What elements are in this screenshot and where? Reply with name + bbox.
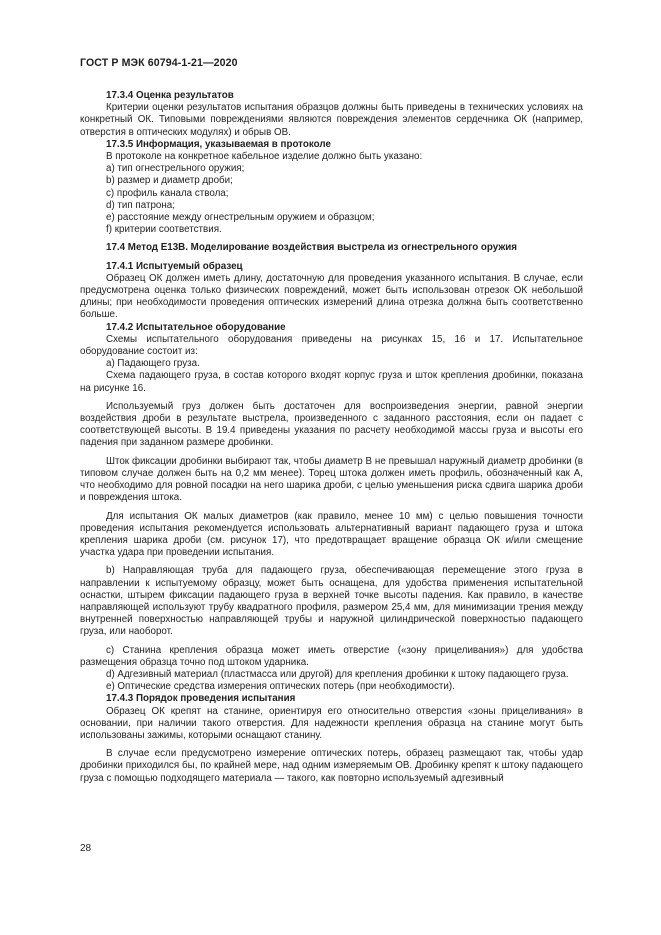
- section-heading-17-3-5: 17.3.5 Информация, указываемая в протоколе: [106, 138, 331, 150]
- page-number: 28: [80, 843, 92, 854]
- list-item: c) Станина крепления образца может иметь отверстие («зону прицеливания») для удобства размещения образца точно под штоком ударника.: [80, 644, 583, 668]
- section-heading-17-4: 17.4 Метод E13B. Моделирование воздействия выстрела из огнестрельного оружия: [106, 242, 518, 254]
- paragraph: Для испытания ОК малых диаметров (как правило, менее 10 мм) с целью повышения точности проведения испытания рекомендуется использовать альтернативный вариант падающего груза и штока крепления шарика дроби (см. рисунок 17), что предотвращает вращение образца ОК и/или смещение участка удара при проведении испытания.: [80, 510, 583, 559]
- paragraph: Схема падающего груза, в состав которого входят корпус груза и шток крепления дробинки, показана на рисунке 16.: [80, 370, 583, 394]
- paragraph: Используемый груз должен быть достаточен для воспроизведения энергии, равной энергии воздействия дроби в результате выстрела, произведенного с заданного расстояния, если он падает с соответствующей высоты. В 19.4 приведены указания по расчету необходимой массы груза и высоты его падения при заданном размере дробинки.: [80, 400, 583, 449]
- paragraph: Шток фиксации дробинки выбирают так, чтобы диаметр B не превышал наружный диаметр дробинки (в типовом случае должен быть на 0,2 мм менее). Торец штока должен иметь профиль, обозначенный как A, что необходимо для ровной посадки на него шарика дроби, с целью уменьшения риска сдвига шарика дроби и повреждения штока.: [80, 455, 583, 504]
- section-heading-17-4-1: 17.4.1 Испытуемый образец: [106, 260, 243, 272]
- document-header: ГОСТ Р МЭК 60794-1-21—2020: [80, 57, 238, 69]
- list-item: b) Направляющая труба для падающего груза, обеспечивающая перемещение этого груза в направлении к испытуемому образцу, может быть оснащена, для удобства применения испытательной оснастки, штырем фиксации падающего груза в верхней точке высоты падения. Как правило, в качестве направляющей используют трубу квадратного профиля, размером 25,4 мм, для минимизации трения между внутренней поверхностью направляющей трубы и наружной цилиндрической поверхностью падающего груза, или наоборот.: [80, 565, 583, 638]
- section-heading-17-4-2: 17.4.2 Испытательное оборудование: [106, 321, 286, 333]
- list-item: e) расстояние между огнестрельным оружием и образцом;: [106, 212, 375, 224]
- paragraph: Критерии оценки результатов испытания образцов должны быть приведены в технических условиях на конкретный ОК. Типовыми повреждениями являются повреждения элементов сердечника ОК (например, отверстия в оптических модулях) и обрыв ОВ.: [80, 102, 583, 138]
- paragraph: В случае если предусмотрено измерение оптических потерь, образец размещают так, чтобы удар дробинки приходился бы, по крайней мере, над одним измеряемым ОВ. Дробинку крепят к штоку падающего груза с помощью подходящего материала — такого, как повторно используемый адгезивный: [80, 748, 583, 784]
- section-heading-17-3-4: 17.3.4 Оценка результатов: [106, 90, 234, 101]
- list-item: d) Адгезивный материал (пластмасса или другой) для крепления дробинки к штоку падающего груза.: [106, 668, 569, 680]
- paragraph: В протоколе на конкретное кабельное изделие должно быть указано:: [106, 151, 423, 163]
- section-heading-17-4-3: 17.4.3 Порядок проведения испытания: [106, 693, 296, 705]
- list-item: a) Падающего груза.: [106, 358, 200, 370]
- document-body: [80, 90, 583, 785]
- list-item: b) размер и диаметр дроби;: [106, 175, 233, 187]
- list-item: c) профиль канала ствола;: [106, 187, 229, 199]
- paragraph: Схемы испытательного оборудования приведены на рисунках 15, 16 и 17. Испытательное оборудование состоит из:: [80, 333, 583, 358]
- list-item: a) тип огнестрельного оружия;: [106, 163, 245, 175]
- paragraph: Образец ОК должен иметь длину, достаточную для проведения указанного испытания. В случае, если предусмотрена оценка только физических повреждений, может быть использован отрезок ОК небольшой длины; при необходимости проведения оптических измерений длина отрезка должна быть соответственно больше.: [80, 272, 583, 321]
- paragraph: Образец ОК крепят на станине, ориентируя его относительно отверстия «зоны прицеливания» в основании, при наличии такого отверстия. Для надежности крепления образца на станине могут быть использованы зажимы, которыми оснащают станину.: [80, 705, 583, 741]
- list-item: e) Оптические средства измерения оптических потерь (при необходимости).: [106, 681, 455, 693]
- list-item: f) критерии соответствия.: [106, 224, 222, 236]
- list-item: d) тип патрона;: [106, 199, 175, 211]
